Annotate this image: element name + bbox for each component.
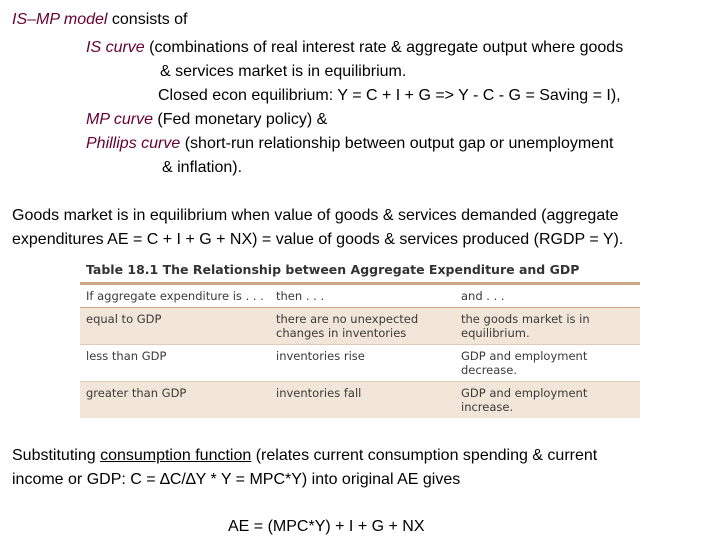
phillips-curve-line xyxy=(86,134,613,154)
table-18-1 xyxy=(80,258,640,432)
table-number: Table 18.1 xyxy=(86,262,159,277)
table-cell-line: GDP and employment xyxy=(461,386,588,400)
is-curve-desc: (combinations of real interest rate & aggregate output where goods xyxy=(144,39,624,56)
mp-curve-label: MP curve xyxy=(86,111,153,128)
table-cell-line: inventories fall xyxy=(276,386,362,400)
table-cell-line: there are no unexpected xyxy=(276,312,419,326)
table-cell-line: inventories rise xyxy=(276,349,365,363)
table-cell xyxy=(455,308,640,344)
table-title xyxy=(80,258,640,285)
consumption-function-term: consumption function xyxy=(100,447,252,464)
table-row xyxy=(80,308,640,345)
table-row xyxy=(80,382,640,418)
table-header-cell: and . . . xyxy=(461,289,505,303)
table-cell xyxy=(455,382,640,418)
table-cell xyxy=(270,382,455,418)
mp-curve-line xyxy=(86,110,327,130)
ae-equation: AE = (MPC*Y) + I + G + NX xyxy=(228,518,425,535)
is-mp-model-label: IS–MP model xyxy=(12,11,108,28)
table-cell-line: changes in inventories xyxy=(276,326,407,340)
is-curve-label: IS curve xyxy=(86,39,145,56)
table-header-cell: then . . . xyxy=(276,289,325,303)
table-cell xyxy=(270,345,455,381)
table-cell: equal to GDP xyxy=(86,312,162,326)
mp-curve-desc: (Fed monetary policy) & xyxy=(152,111,328,128)
intro-title-rest: consists of xyxy=(107,11,188,28)
table-cell-line: GDP and employment xyxy=(461,349,588,363)
phillips-curve-desc: (short-run relationship between output gap or unemployment xyxy=(180,135,614,152)
table-cell xyxy=(455,345,640,381)
table-cell-line: decrease. xyxy=(461,363,518,377)
table-cell: less than GDP xyxy=(86,349,167,363)
phillips-curve-label: Phillips curve xyxy=(86,135,181,152)
table-title-text: The Relationship between Aggregate Expenditure and GDP xyxy=(162,262,580,277)
closed-econ-line: Closed econ equilibrium: Y = C + I + G => Y - C - G = Saving = I), xyxy=(158,87,621,104)
consumption-line1 xyxy=(12,446,597,466)
table-cell-line: equilibrium. xyxy=(461,326,530,340)
is-curve-desc2: & services market is in equilibrium. xyxy=(160,63,407,80)
consumption-line2: income or GDP: C = ∆C/∆Y * Y = MPC*Y) into original AE gives xyxy=(12,471,461,488)
table-cell: greater than GDP xyxy=(86,386,187,400)
intro-title xyxy=(12,10,187,30)
phillips-curve-desc2: & inflation). xyxy=(162,159,243,176)
table-cell xyxy=(270,308,455,344)
consumption-post: (relates current consumption spending & current xyxy=(251,447,598,464)
table-cell-line: the goods market is in xyxy=(461,312,590,326)
table-cell-line: increase. xyxy=(461,400,514,414)
consumption-pre: Substituting xyxy=(12,447,101,464)
goods-market-line2: expenditures AE = C + I + G + NX) = value of goods & services produced (RGDP = Y). xyxy=(12,231,624,248)
is-curve-line xyxy=(86,38,623,58)
table-header-cell: If aggregate expenditure is . . . xyxy=(86,289,264,303)
table-header-row xyxy=(80,285,640,308)
table-row xyxy=(80,345,640,382)
goods-market-line1: Goods market is in equilibrium when value of goods & services demanded (aggregate xyxy=(12,207,619,224)
